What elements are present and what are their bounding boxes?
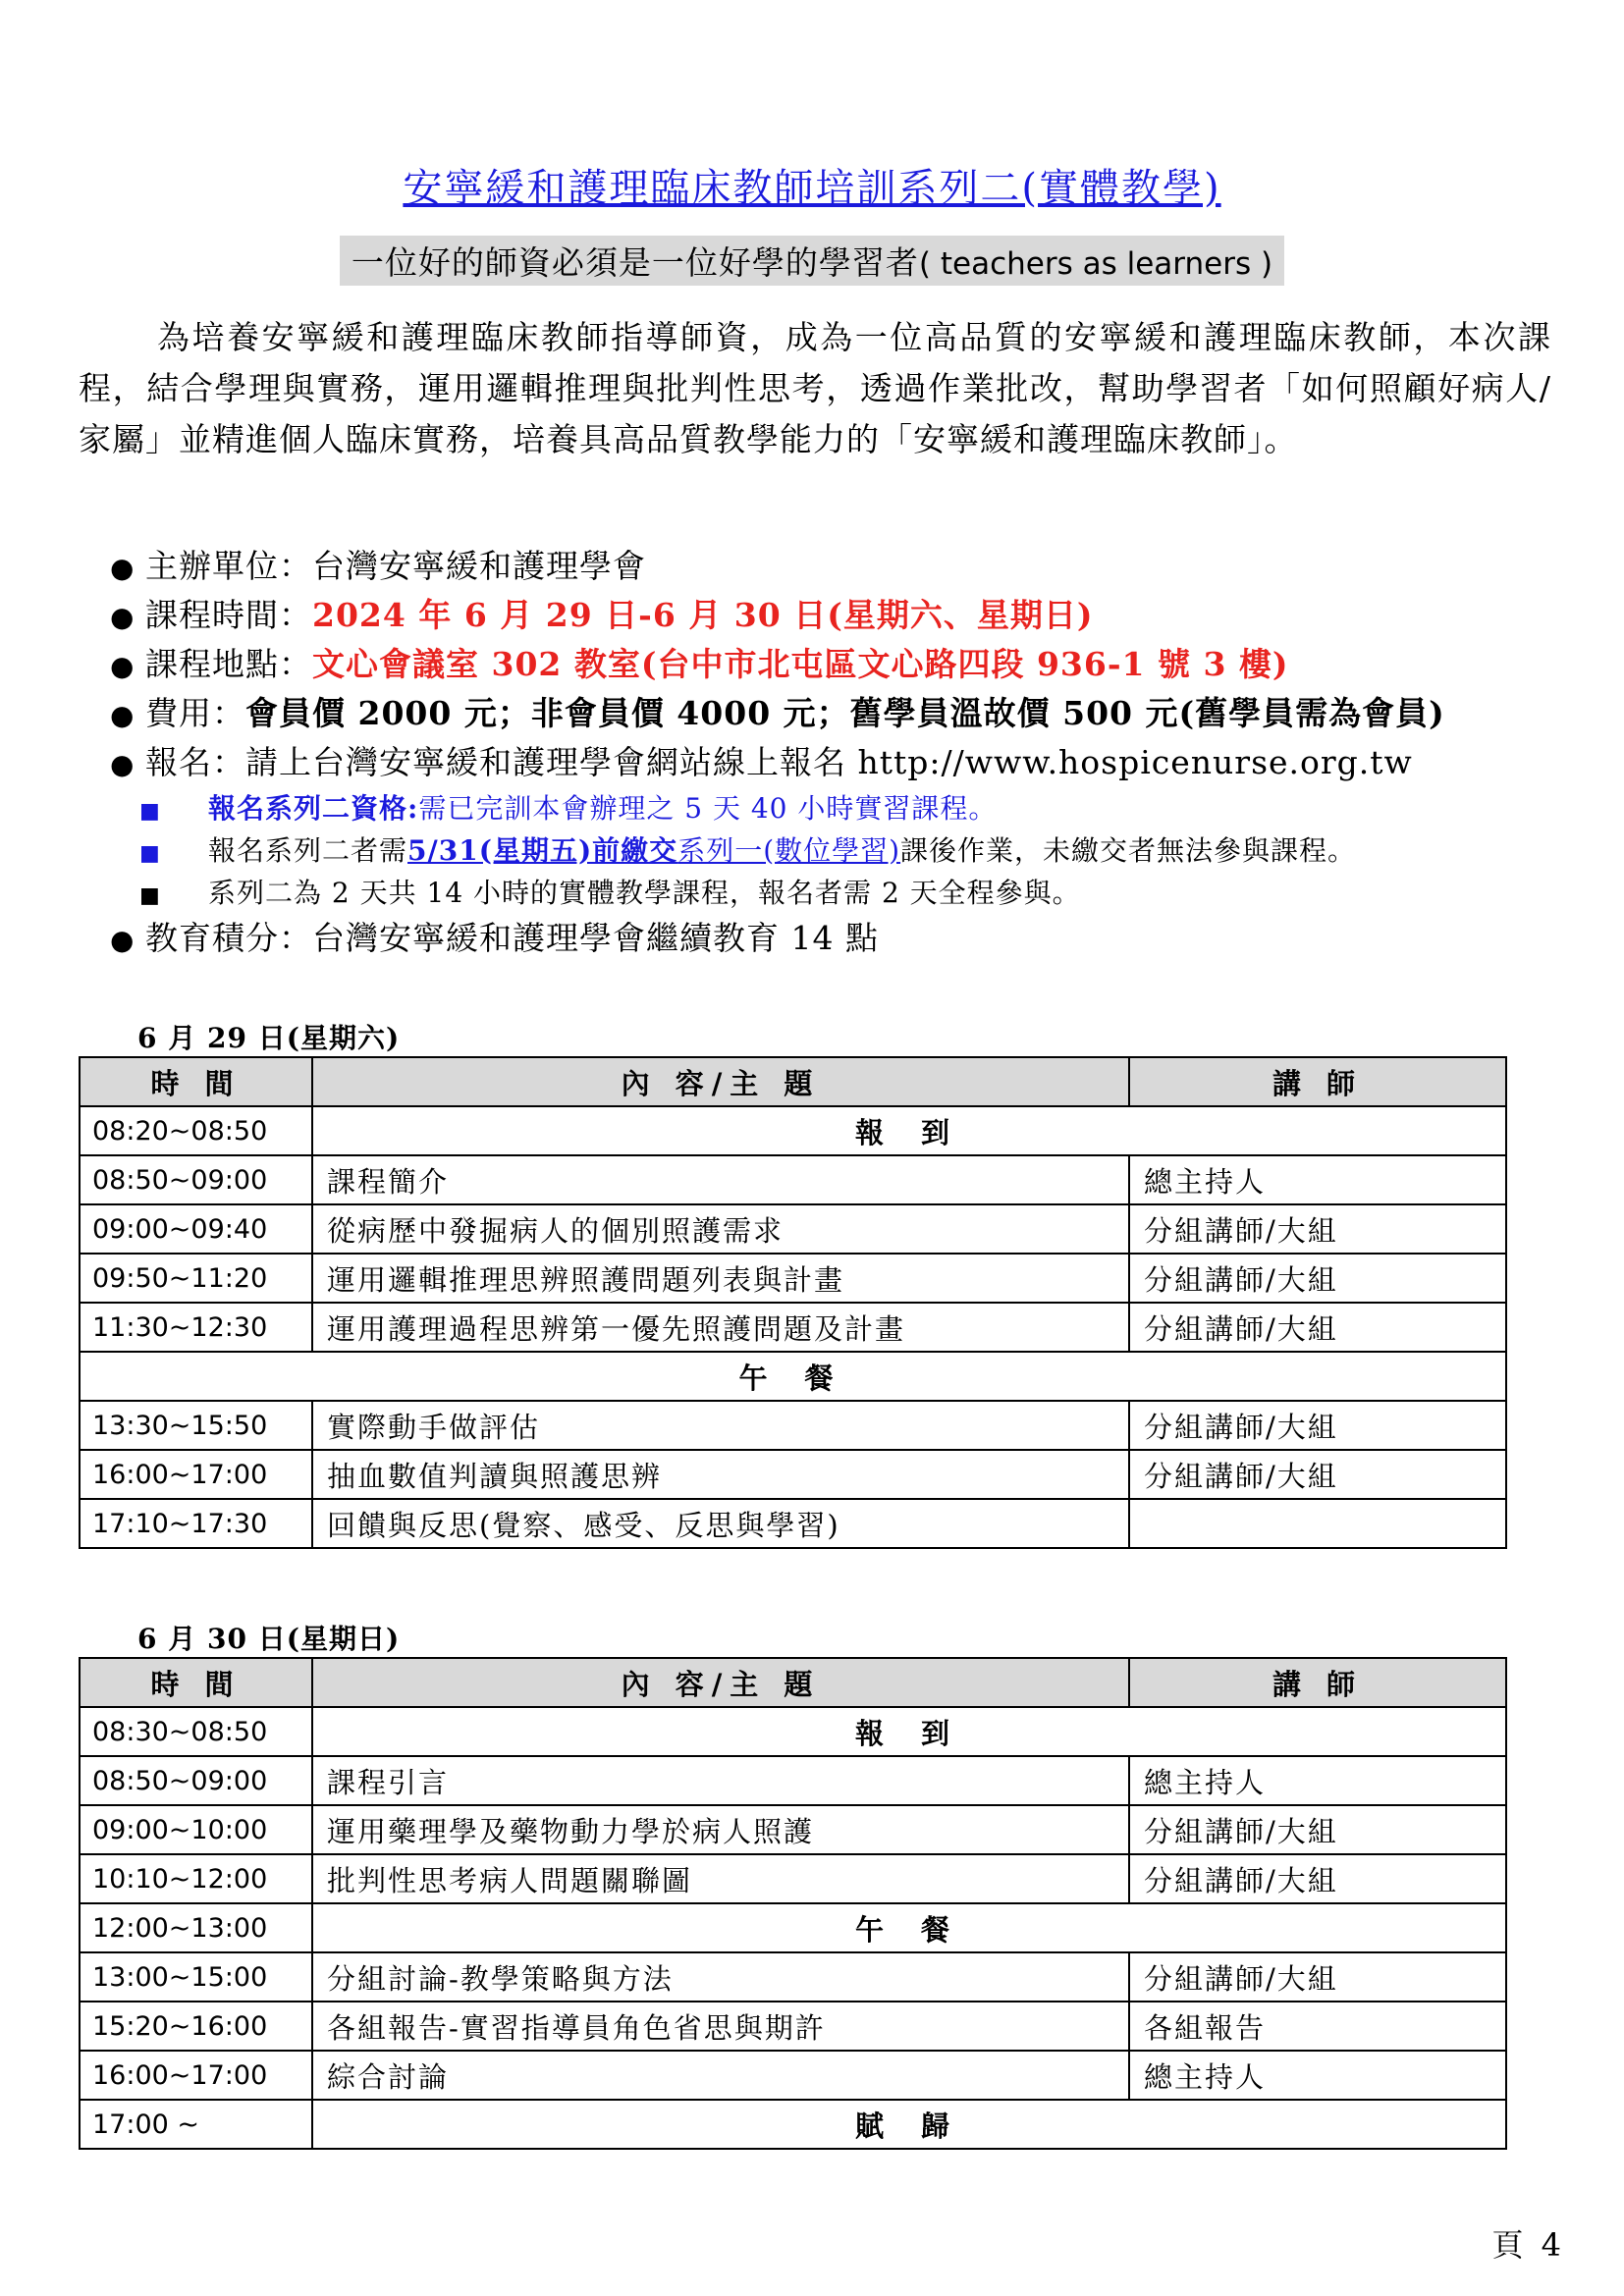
cell-topic: 分組討論-教學策略與方法 [312,1952,1129,2002]
table-row [80,2002,1506,2051]
header-topic: 內 容/主 題 [312,1658,1129,1707]
label: 主辦單位： [145,547,312,585]
cell-time: 17:10~17:30 [80,1499,312,1548]
table-header-row [80,1057,1506,1106]
cell-speaker [1129,1499,1506,1548]
signup-note-3 [110,872,1583,914]
cell-speaker: 分組講師/大組 [1129,1254,1506,1303]
day1-schedule-table [79,1056,1507,1549]
square-bullet-icon: ■ [139,883,161,908]
cell-event: 午 餐 [312,1903,1506,1952]
cell-time: 10:10~12:00 [80,1854,312,1903]
cell-event: 午 餐 [80,1352,1506,1401]
table-row [80,1352,1506,1401]
info-time [110,591,1583,640]
subtitle-zh: 一位好的師資必須是一位好學的學習者 [351,243,919,282]
value: 台灣安寧緩和護理學會 [312,547,646,585]
cell-topic: 各組報告-實習指導員角色省思與期許 [312,2002,1129,2051]
cell-topic: 運用藥理學及藥物動力學於病人照護 [312,1805,1129,1854]
cell-time: 08:20~08:50 [80,1106,312,1155]
cell-speaker: 各組報告 [1129,2002,1506,2051]
cell-topic: 抽血數值判讀與照護思辨 [312,1450,1129,1499]
header-time: 時 間 [80,1658,312,1707]
cell-speaker: 分組講師/大組 [1129,1401,1506,1450]
label: 報名系列二資格: [208,792,419,825]
table-row [80,2051,1506,2100]
cell-speaker: 分組講師/大組 [1129,1854,1506,1903]
cell-event: 報 到 [312,1106,1506,1155]
label: 費用： [145,694,245,732]
cell-topic: 課程引言 [312,1756,1129,1805]
cell-speaker: 分組講師/大組 [1129,1450,1506,1499]
value: 請上台灣安寧緩和護理學會網站線上報名 http://www.hospicenurse.org.tw [245,743,1413,781]
header-time: 時 間 [80,1057,312,1106]
cell-time: 11:30~12:30 [80,1303,312,1352]
cell-speaker: 分組講師/大組 [1129,1952,1506,2002]
table-row [80,2100,1506,2149]
cell-time: 09:00~10:00 [80,1805,312,1854]
table-row [80,1952,1506,2002]
header-speaker: 講 師 [1129,1658,1506,1707]
square-bullet-icon: ■ [139,799,161,824]
table-row [80,1499,1506,1548]
cell-topic: 批判性思考病人問題關聯圖 [312,1854,1129,1903]
cell-time: 13:30~15:50 [80,1401,312,1450]
text: 課後作業，未繳交者無法參與課程。 [900,834,1357,867]
table-row [80,1450,1506,1499]
value: 台灣安寧緩和護理學會繼續教育 14 點 [312,919,879,957]
deadline: 5/31(星期五)前繳交 [407,834,678,867]
cell-topic: 課程簡介 [312,1155,1129,1204]
square-bullet-icon: ■ [139,841,161,866]
cell-time: 09:00~09:40 [80,1204,312,1254]
bullet-icon: ● [110,552,135,584]
info-credit [110,914,1583,963]
day2-label: 6 月 30 日(星期日) [137,1623,401,1655]
info-signup [110,738,1583,787]
cell-topic: 運用護理過程思辨第一優先照護問題及計畫 [312,1303,1129,1352]
bullet-icon: ● [110,748,135,780]
value: 需已完訓本會辦理之 5 天 40 小時實習課程。 [418,792,998,825]
info-place [110,640,1583,689]
cell-speaker: 分組講師/大組 [1129,1805,1506,1854]
signup-note-2 [110,829,1583,872]
bullet-icon: ● [110,601,135,633]
text: 報名系列二者需 [208,834,408,867]
cell-topic: 回饋與反思(覺察、感受、反思與學習) [312,1499,1129,1548]
bullet-icon: ● [110,650,135,682]
label: 課程時間： [145,596,312,634]
cell-event: 賦 歸 [312,2100,1506,2149]
value: 文心會議室 302 教室(台中市北屯區文心路四段 936-1 號 3 樓) [312,645,1289,683]
signup-note-1 [110,787,1583,829]
table-row [80,1903,1506,1952]
label: 課程地點： [145,645,312,683]
label: 教育積分： [145,919,312,957]
cell-speaker: 總主持人 [1129,1756,1506,1805]
text: 系列二為 2 天共 14 小時的實體教學課程，報名者需 2 天全程參與。 [208,877,1081,909]
info-organizer [110,542,1583,591]
cell-time: 16:00~17:00 [80,2051,312,2100]
cell-time: 08:50~09:00 [80,1756,312,1805]
cell-time: 15:20~16:00 [80,2002,312,2051]
table-row [80,1155,1506,1204]
cell-time: 08:50~09:00 [80,1155,312,1204]
info-fee [110,689,1583,738]
cell-time: 17:00 ~ [80,2100,312,2149]
table-row [80,1401,1506,1450]
cell-topic: 從病歷中發掘病人的個別照護需求 [312,1204,1129,1254]
table-row [80,1106,1506,1155]
subtitle-en: ( teachers as learners ) [918,246,1273,282]
table-row [80,1805,1506,1854]
header-speaker: 講 師 [1129,1057,1506,1106]
value: 會員價 2000 元；非會員價 4000 元；舊學員溫故價 500 元(舊學員需為會員) [245,694,1445,732]
table-row [80,1303,1506,1352]
table-row [80,1707,1506,1756]
bullet-icon: ● [110,924,135,956]
value: 2024 年 6 月 29 日-6 月 30 日(星期六、星期日) [312,596,1094,634]
cell-topic: 實際動手做評估 [312,1401,1129,1450]
table-row [80,1254,1506,1303]
document-subtitle [340,236,1284,286]
header-topic: 內 容/主 題 [312,1057,1129,1106]
cell-event: 報 到 [312,1707,1506,1756]
table-row [80,1204,1506,1254]
series: 系列一(數位學習) [677,834,901,867]
page-number: 頁 4 [1491,2226,1565,2264]
day1-label: 6 月 29 日(星期六) [137,1022,401,1054]
cell-topic: 綜合討論 [312,2051,1129,2100]
cell-speaker: 總主持人 [1129,2051,1506,2100]
cell-speaker: 分組講師/大組 [1129,1303,1506,1352]
cell-topic: 運用邏輯推理思辨照護問題列表與計畫 [312,1254,1129,1303]
cell-speaker: 分組講師/大組 [1129,1204,1506,1254]
bullet-icon: ● [110,699,135,731]
cell-time: 13:00~15:00 [80,1952,312,2002]
document-title: 安寧緩和護理臨床教師培訓系列二(實體教學) [403,166,1221,211]
cell-speaker: 總主持人 [1129,1155,1506,1204]
day2-schedule-table [79,1657,1507,2150]
info-list [110,542,1583,963]
table-header-row [80,1658,1506,1707]
cell-time: 16:00~17:00 [80,1450,312,1499]
label: 報名： [145,743,245,781]
intro-paragraph: 為培養安寧緩和護理臨床教師指導師資，成為一位高品質的安寧緩和護理臨床教師，本次課程，結合學理與實務，運用邏輯推理與批判性思考，透過作業批改，幫助學習者「如何照顧好病人/家屬」並精進個人臨床實務，培養具高品質教學能力的「安寧緩和護理臨床教師」。 [79,318,1551,458]
cell-time: 08:30~08:50 [80,1707,312,1756]
cell-time: 09:50~11:20 [80,1254,312,1303]
cell-time: 12:00~13:00 [80,1903,312,1952]
table-row [80,1854,1506,1903]
table-row [80,1756,1506,1805]
